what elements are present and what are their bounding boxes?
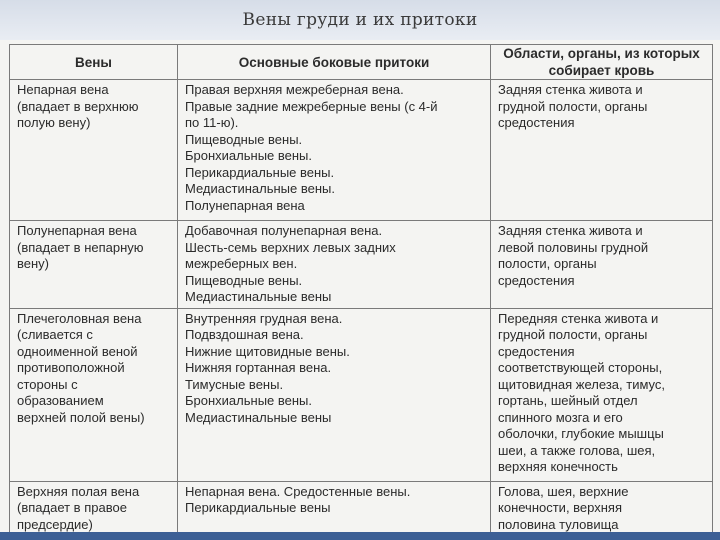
tributary-line: Тимусные вены. — [185, 376, 284, 392]
vein-line: стороны с — [17, 376, 78, 392]
tributaries-cell — [178, 221, 491, 309]
vein-line: верхней полой вены) — [17, 409, 145, 425]
region-line: средостения — [498, 343, 575, 359]
vein-line: (впадает в верхнюю — [17, 98, 139, 114]
tributary-line: межреберных вен. — [185, 256, 298, 271]
tributary-line: Внутренняя грудная вена. — [185, 310, 343, 326]
tributary-line: Нижняя гортанная вена. — [185, 360, 332, 375]
tributary-line: Пищеводные вены. — [185, 131, 303, 147]
tributaries-cell — [178, 481, 491, 536]
tributary-line: Бронхиальные вены. — [185, 148, 313, 163]
vein-line: Полунепарная вена — [17, 223, 137, 238]
region-line: спинного мозга и его — [498, 409, 623, 425]
tributary-line: Непарная вена. Средостенные вены. — [185, 483, 411, 499]
tributary-line: Перикардиальные вены — [185, 500, 331, 515]
header-regions: Области, органы, из которых собирает кровь — [491, 45, 713, 80]
tributary-line: Бронхиальные вены. — [185, 393, 313, 408]
tributary-line: Медиастинальные вены — [185, 289, 332, 304]
tributary-line: Пищеводные вены. — [185, 272, 303, 288]
page-title: Вены груди и их притоки — [242, 10, 478, 30]
table-row — [10, 80, 713, 221]
veins-table — [9, 44, 713, 537]
region-line: средостения — [498, 115, 575, 130]
vein-line: (впадает в правое — [17, 500, 127, 515]
header-veins: Вены — [10, 45, 178, 80]
regions-cell — [491, 481, 713, 536]
region-line: средостения — [498, 272, 575, 288]
region-line: Задняя стенка живота и — [498, 223, 643, 238]
vein-cell — [10, 80, 178, 221]
region-line: Голова, шея, верхние — [498, 483, 629, 499]
tributary-line: Правые задние межреберные вены (с 4-й — [185, 98, 438, 114]
tributary-line: по 11-ю). — [185, 115, 239, 130]
vein-line: образованием — [17, 393, 104, 408]
table-header-row — [10, 45, 713, 80]
region-line: соответствующей стороны, — [498, 360, 663, 375]
region-line: грудной полости, органы — [498, 327, 648, 342]
tributary-line: Полунепарная вена — [185, 197, 305, 213]
tributaries-cell — [178, 80, 491, 221]
region-line: половина туловища — [498, 516, 619, 532]
vein-cell — [10, 221, 178, 309]
vein-line: противоположной — [17, 360, 125, 375]
tributary-line: Перикардиальные вены. — [185, 164, 335, 180]
tributary-line: Медиастинальные вены — [185, 409, 332, 425]
region-line: щитовидная железа, тимус, — [498, 376, 666, 392]
vein-line: одноименной веной — [17, 343, 138, 359]
vein-line: (сливается с — [17, 327, 93, 342]
region-line: левой половины грудной — [498, 239, 649, 255]
region-line: оболочки, глубокие мышцы — [498, 426, 664, 441]
tributary-line: Нижние щитовидные вены. — [185, 343, 350, 359]
tributary-line: Добавочная полунепарная вена. — [185, 223, 383, 238]
tributary-line: Медиастинальные вены. — [185, 181, 335, 196]
vein-line: (впадает в непарную — [17, 239, 144, 255]
tributary-line: Шесть-семь верхних левых задних — [185, 239, 396, 255]
regions-cell — [491, 308, 713, 481]
regions-cell — [491, 221, 713, 309]
tributary-line: Правая верхняя межреберная вена. — [185, 82, 404, 97]
vein-line: Верхняя полая вена — [17, 483, 140, 499]
vein-line: вену) — [17, 256, 49, 271]
region-line: Передняя стенка живота и — [498, 310, 659, 326]
regions-cell — [491, 80, 713, 221]
region-line: шеи, а также голова, шея, — [498, 442, 656, 458]
vein-cell — [10, 481, 178, 536]
table-row — [10, 308, 713, 481]
bottom-bar — [0, 532, 720, 540]
region-line: верхняя конечность — [498, 459, 618, 474]
vein-line: Плечеголовная вена — [17, 310, 142, 326]
header-tributaries: Основные боковые притоки — [178, 45, 491, 80]
region-line: полости, органы — [498, 256, 597, 271]
region-line: Задняя стенка живота и — [498, 82, 643, 97]
table-row — [10, 481, 713, 536]
vein-line: Непарная вена — [17, 82, 109, 97]
tributary-line: Подвздошная вена. — [185, 327, 304, 342]
region-line: конечности, верхняя — [498, 500, 622, 515]
table-row — [10, 221, 713, 309]
vein-line: предсердие) — [17, 516, 93, 532]
vein-cell — [10, 308, 178, 481]
tributaries-cell — [178, 308, 491, 481]
vein-line: полую вену) — [17, 115, 91, 130]
region-line: гортань, шейный отдел — [498, 393, 638, 408]
region-line: грудной полости, органы — [498, 98, 648, 114]
